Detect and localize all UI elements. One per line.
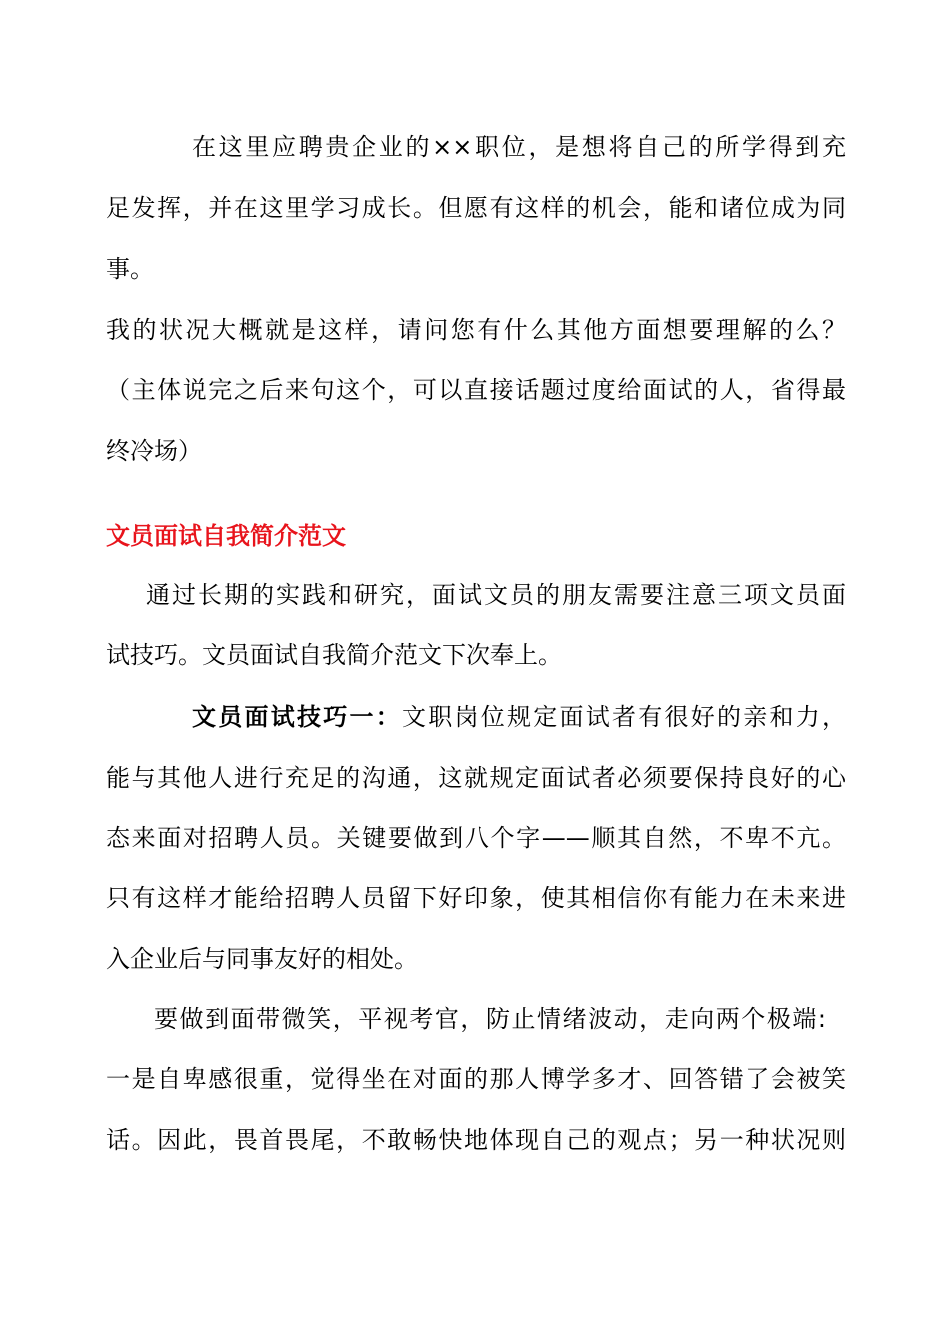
paragraph-3-line-1: 通过长期的实践和研究，面试文员的朋友需要注意三项文员面: [146, 581, 846, 609]
tip-one-text: 文职岗位规定面试者有很好的亲和力，: [402, 703, 846, 731]
paragraph-5-line-2: 一是自卑感很重，觉得坐在对面的那人博学多才、回答错了会被笑: [106, 1065, 846, 1093]
paragraph-4-line-5: 入企业后与同事友好的相处。: [106, 945, 418, 973]
paragraph-4-line-4: 只有这样才能给招聘人员留下好印象，使其相信你有能力在未来进: [106, 884, 846, 912]
paragraph-2-line-2: （主体说完之后来句这个，可以直接话题过度给面试的人，省得最: [106, 376, 846, 404]
paragraph-1-line-2: 足发挥，并在这里学习成长。但愿有这样的机会，能和诸位成为同: [106, 194, 846, 222]
paragraph-5-line-3: 话。因此，畏首畏尾，不敢畅快地体现自己的观点；另一种状况则: [106, 1126, 846, 1154]
paragraph-1-line-3: 事。: [106, 255, 154, 283]
paragraph-2-line-1: 我的状况大概就是这样，请问您有什么其他方面想要理解的么？: [106, 316, 846, 344]
paragraph-4-line-2: 能与其他人进行充足的沟通，这就规定面试者必须要保持良好的心: [106, 764, 846, 792]
paragraph-3-line-2: 试技巧。文员面试自我简介范文下次奉上。: [106, 641, 562, 669]
section-heading: 文员面试自我简介范文: [106, 522, 346, 550]
paragraph-1-line-1: 在这里应聘贵企业的××职位，是想将自己的所学得到充: [192, 133, 846, 161]
paragraph-4-line-1: [192, 697, 846, 737]
paragraph-5-line-1: 要做到面带微笑，平视考官，防止情绪波动，走向两个极端:: [154, 1005, 826, 1033]
tip-one-label: 文员面试技巧一：: [192, 703, 402, 731]
paragraph-2-line-3: 终冷场）: [106, 437, 202, 465]
paragraph-4-line-3: 态来面对招聘人员。关键要做到八个字——顺其自然，不卑不亢。: [106, 824, 846, 852]
